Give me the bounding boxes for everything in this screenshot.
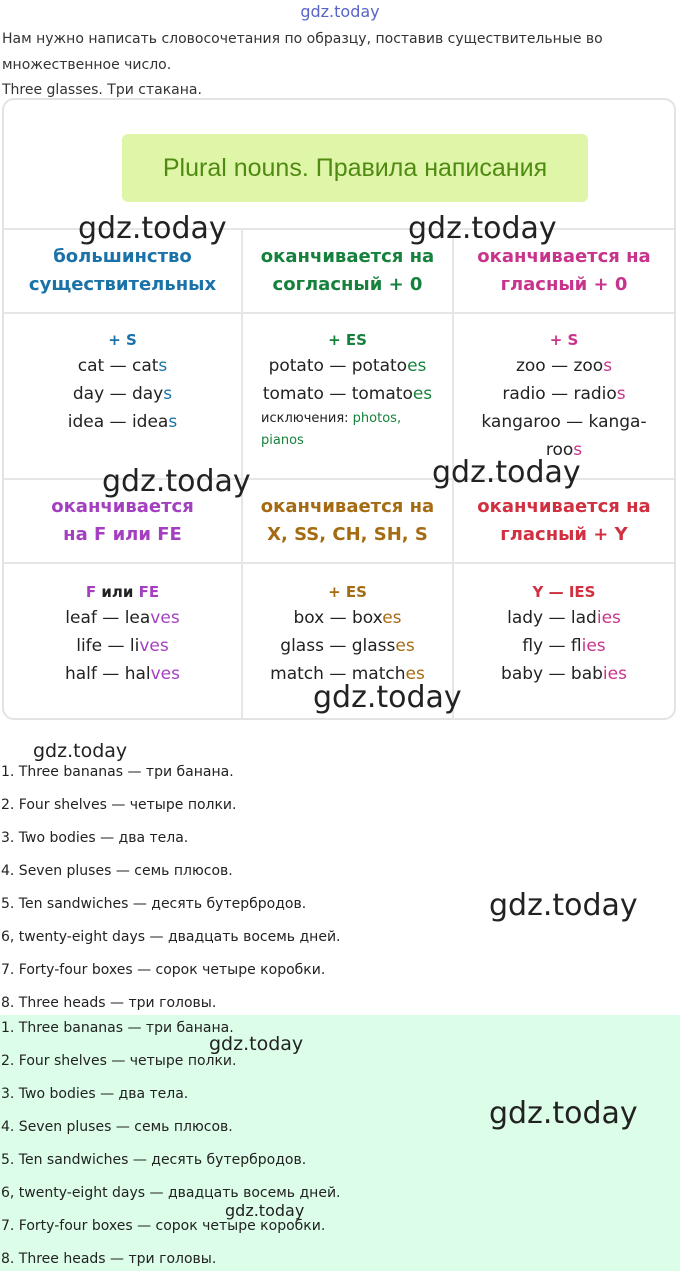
rule-label: + ES — [328, 331, 367, 349]
rule-label: F или FE — [85, 583, 160, 601]
list-item: 4. Seven pluses — семь плюсов. — [1, 1119, 233, 1135]
example-word: cat — cats — [77, 356, 168, 376]
intro-line-3: Three glasses. Три стакана. — [2, 82, 202, 98]
example-word: half — halves — [64, 664, 180, 684]
example-word: tomato — tomatoes — [262, 384, 433, 404]
watermark: gdz.today — [313, 680, 462, 715]
header-vowel-o: оканчивается на гласный + 0 — [477, 246, 651, 295]
watermark: gdz.today — [102, 464, 251, 499]
list-item: 3. Two bodies — два тела. — [1, 830, 189, 846]
rule-label: + S — [108, 331, 137, 349]
rule-label: Y — IES — [532, 583, 596, 601]
header-f-fe: оканчивается на F или FE — [51, 496, 194, 545]
intro-line-2: множественное число. — [2, 57, 172, 73]
examples-vowel-plus-s — [454, 314, 674, 478]
watermark: gdz.today — [209, 1033, 304, 1055]
watermark: gdz.today — [432, 455, 581, 490]
examples-plus-s — [4, 314, 241, 478]
exceptions-note: исключения: photos, pianos — [261, 411, 402, 448]
list-item: 5. Ten sandwiches — десять бутербродов. — [1, 1152, 307, 1168]
example-word: fly — flies — [522, 636, 606, 656]
list-item: 5. Ten sandwiches — десять бутербродов. — [1, 896, 307, 912]
examples-plus-es — [243, 314, 452, 478]
examples-ves — [4, 564, 241, 720]
examples-ies — [454, 564, 674, 720]
example-word: day — days — [72, 384, 173, 404]
header-watermark: gdz.today — [300, 2, 380, 21]
example-word: roos — [545, 440, 583, 460]
list-item: 7. Forty-four boxes — сорок четыре коробки. — [1, 962, 326, 978]
rule-label: + S — [549, 331, 579, 349]
example-word: glass — glasses — [280, 636, 415, 656]
header-consonant-o: оканчивается на согласный + 0 — [260, 246, 435, 295]
example-word: match — matches — [270, 664, 425, 684]
example-word: idea — ideas — [67, 412, 178, 432]
example-word: leaf — leaves — [65, 608, 180, 628]
watermark: gdz.today — [489, 888, 638, 923]
list-item: 3. Two bodies — два тела. — [1, 1086, 189, 1102]
watermark: gdz.today — [408, 211, 557, 246]
watermark: gdz.today — [225, 1201, 305, 1220]
example-word: lady — ladies — [507, 608, 621, 628]
example-word: potato — potatoes — [268, 356, 427, 376]
list-item: 8. Three heads — три головы. — [1, 1251, 217, 1267]
watermark: gdz.today — [489, 1096, 638, 1131]
example-word: baby — babies — [501, 664, 627, 684]
list-item: 6, twenty-eight days — двадцать восемь дней. — [1, 1185, 341, 1201]
list-item: 2. Four shelves — четыре полки. — [1, 1053, 237, 1069]
rule-label: + ES — [328, 583, 367, 601]
example-word: life — lives — [76, 636, 169, 656]
watermark: gdz.today — [33, 740, 128, 762]
header-most-nouns: большинство существительных — [28, 246, 217, 295]
watermark: gdz.today — [78, 211, 227, 246]
example-word: kangaroo — kanga- — [481, 412, 647, 432]
list-item: 8. Three heads — три головы. — [1, 995, 217, 1011]
list-item: 7. Forty-four boxes — сорок четыре коробки. — [1, 1218, 326, 1234]
example-word: box — boxes — [293, 608, 402, 628]
rules-title: Plural nouns. Правила написания — [122, 134, 588, 202]
list-item: 4. Seven pluses — семь плюсов. — [1, 863, 233, 879]
example-word: radio — radios — [502, 384, 626, 404]
list-item: 2. Four shelves — четыре полки. — [1, 797, 237, 813]
plural-rules-table — [2, 98, 676, 720]
header-x-ss-ch: оканчивается на X, SS, CH, SH, S — [260, 496, 435, 545]
example-word: zoo — zoos — [515, 356, 613, 376]
intro-line-1: Нам нужно написать словосочетания по образцу, поставив существительные во — [2, 31, 603, 47]
list-item: 6, twenty-eight days — двадцать восемь дней. — [1, 929, 341, 945]
list-item: 1. Three bananas — три банана. — [1, 1020, 234, 1036]
list-item: 1. Three bananas — три банана. — [1, 764, 234, 780]
header-vowel-y: оканчивается на гласный + Y — [477, 496, 651, 545]
